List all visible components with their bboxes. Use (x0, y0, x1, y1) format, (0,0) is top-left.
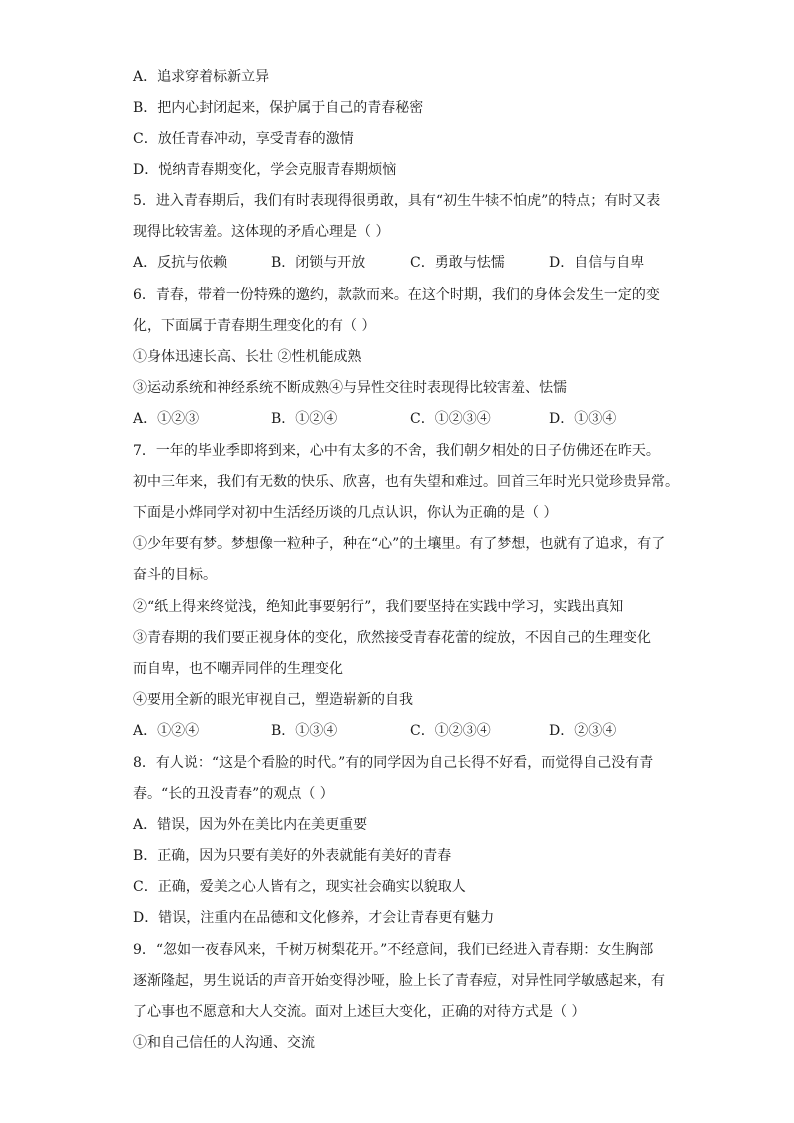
q9-item-1: ①和自己信任的人沟通、交流 (133, 1035, 315, 1051)
q5-options-row (133, 253, 653, 273)
q7-option-c: C．①②③④ (410, 723, 491, 739)
q5-stem-line-2: 现得比较害羞。这体现的矛盾心理是（ ） (133, 224, 390, 240)
q8-option-d: D．错误，注重内在品德和文化修养，才会让青春更有魅力 (133, 910, 495, 926)
q7-item-3-line-2: 而自卑，也不嘲弄同伴的生理变化 (133, 661, 343, 677)
q5-option-b: B．闭锁与开放 (271, 255, 366, 271)
q7-item-1-line-1: ①少年要有梦。梦想像一粒种子，种在“心”的土壤里。有了梦想，也就有了追求，有了 (133, 536, 666, 552)
q9-stem-line-2: 逐渐隆起，男生说话的声音开始变得沙哑，脸上长了青春痘，对异性同学敏感起来，有 (133, 973, 665, 989)
q6-option-d: D．①③④ (549, 411, 617, 427)
q6-option-c: C．①②③④ (410, 411, 491, 427)
q4-option-b: B．把内心封闭起来，保护属于自己的青春秘密 (133, 100, 424, 116)
q5-option-a: A．反抗与依赖 (133, 255, 228, 271)
q7-option-d: D．②③④ (549, 723, 617, 739)
q9-stem-line-3: 了心事也不愿意和大人交流。面对上述巨大变化，正确的对待方式是（ ） (133, 1004, 586, 1020)
q8-option-b: B．正确，因为只要有美好的外表就能有美好的青春 (133, 848, 452, 864)
q7-stem-line-1: 7．一年的毕业季即将到来，心中有太多的不舍，我们朝夕相处的日子仿佛还在昨天。 (133, 443, 660, 459)
q7-item-2: ②“纸上得来终觉浅，绝知此事要躬行”，我们要坚持在实践中学习，实践出真知 (133, 599, 624, 615)
q7-option-b: B．①③④ (271, 723, 338, 739)
q6-option-a: A．①②③ (133, 411, 200, 427)
q4-option-c: C．放任青春冲动，享受青春的激情 (133, 131, 354, 147)
q6-stem-line-1: 6．青春，带着一份特殊的邀约，款款而来。在这个时期，我们的身体会发生一定的变 (133, 287, 660, 303)
q7-item-4: ④要用全新的眼光审视自己，塑造崭新的自我 (133, 692, 413, 708)
q5-option-d: D．自信与自卑 (549, 255, 645, 271)
q5-stem-line-1: 5．进入青春期后，我们有时表现得很勇敢，具有“初生牛犊不怕虎”的特点；有时又表 (133, 193, 661, 209)
q5-option-c: C．勇敢与怯懦 (410, 255, 505, 271)
q6-stem-line-2: 化，下面属于青春期生理变化的有（ ） (133, 318, 376, 334)
q9-stem-line-1: 9．“忽如一夜春风来，千树万树梨花开。”不经意间，我们已经进入青春期：女生胸部 (133, 942, 654, 958)
q4-option-d: D．悦纳青春期变化，学会克服青春期烦恼 (133, 162, 397, 178)
q6-options-row (133, 409, 653, 429)
q8-option-c: C．正确，爱美之心人皆有之，现实社会确实以貌取人 (133, 879, 466, 895)
q7-item-3-line-1: ③青春期的我们要正视身体的变化，欣然接受青春花蕾的绽放，不因自己的生理变化 (133, 630, 651, 646)
q7-option-a: A．①②④ (133, 723, 200, 739)
q6-option-b: B．①②④ (271, 411, 338, 427)
q8-stem-line-1: 8．有人说：“这是个看脸的时代。”有的同学因为自己长得不好看，而觉得自己没有青 (133, 755, 654, 771)
q7-stem-line-2: 初中三年来，我们有无数的快乐、欣喜，也有失望和难过。回首三年时光只觉珍贵异常。 (133, 474, 679, 490)
q4-option-a: A．追求穿着标新立异 (133, 69, 270, 85)
q6-item-2: ③运动系统和神经系统不断成熟④与异性交往时表现得比较害羞、怯懦 (133, 380, 567, 396)
q8-stem-line-2: 春。“长的丑没青春”的观点（ ） (133, 786, 334, 802)
q7-options-row (133, 721, 653, 741)
q7-stem-line-3: 下面是小烨同学对初中生活经历谈的几点认识，你认为正确的是（ ） (133, 505, 558, 521)
q6-item-1: ①身体迅速长高、长壮 ②性机能成熟 (133, 349, 362, 365)
q8-option-a: A．错误，因为外在美比内在美更重要 (133, 817, 368, 833)
q7-item-1-line-2: 奋斗的目标。 (133, 567, 217, 583)
